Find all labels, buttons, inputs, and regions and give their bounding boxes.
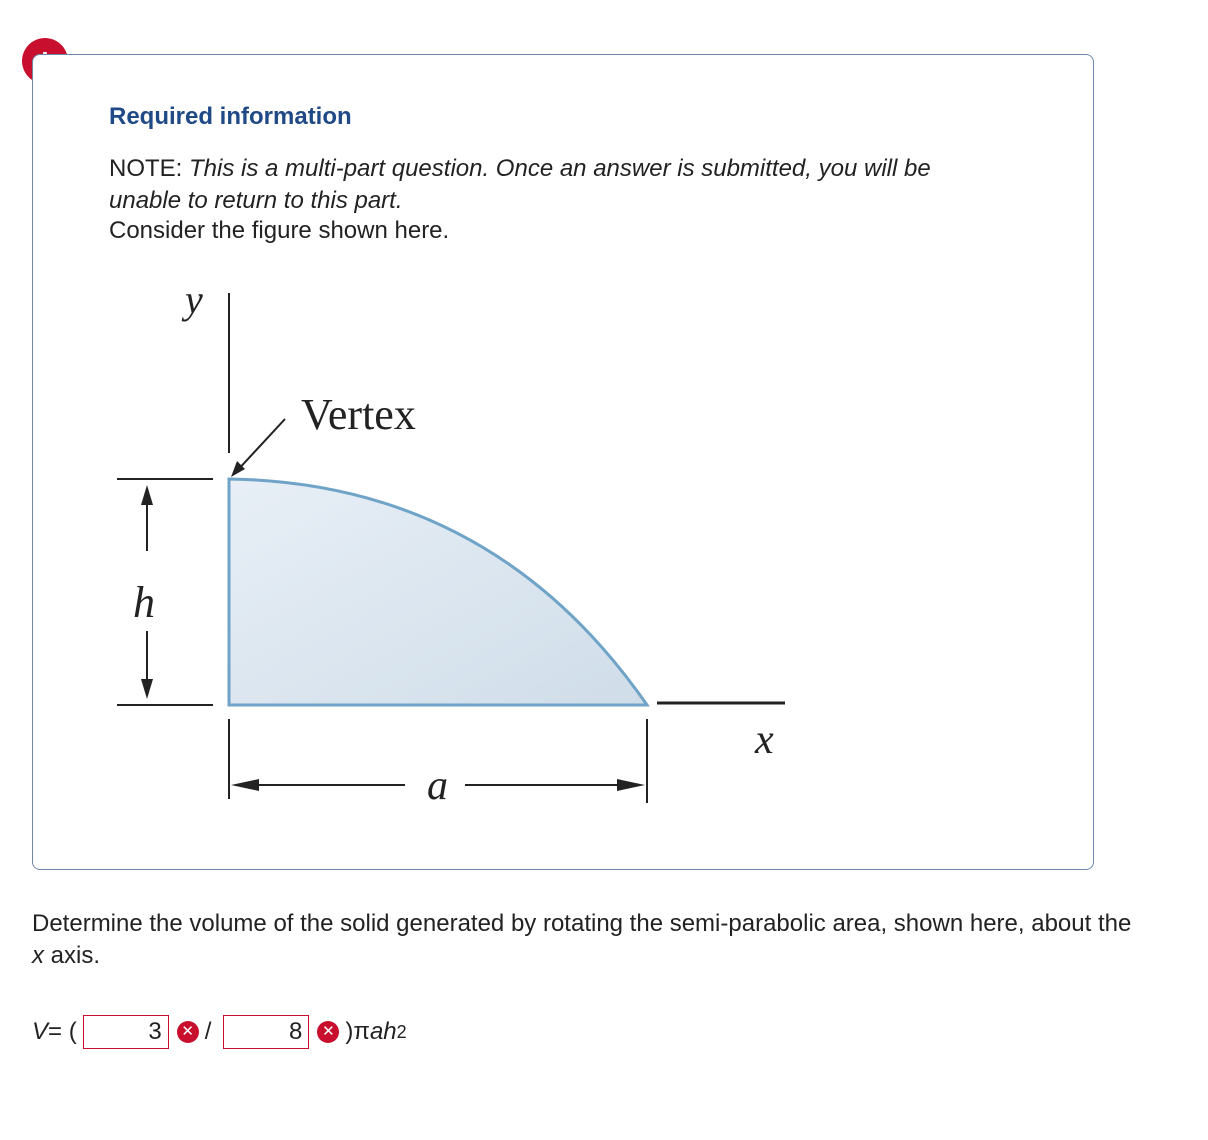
question-text: Determine the volume of the solid generated by rotating the semi-parabolic area, shown here, about the x axis. <box>32 910 1132 969</box>
a-arrowhead-left <box>231 779 259 791</box>
volume-variable: V <box>32 1018 49 1045</box>
note-label: NOTE: <box>109 155 183 182</box>
vertex-pointer <box>235 419 285 473</box>
vertex-label: Vertex <box>301 390 416 439</box>
x-axis-label: x <box>755 717 774 763</box>
a-variable: a <box>369 1018 384 1045</box>
x-circle-icon: ✕ <box>317 1021 339 1043</box>
a-arrowhead-right <box>617 779 645 791</box>
y-axis-label: y <box>185 277 203 322</box>
denominator-input[interactable] <box>223 1015 309 1049</box>
consider-text: Consider the figure shown here. <box>109 217 450 244</box>
semi-parabolic-region <box>229 479 647 705</box>
h-variable: h <box>383 1018 397 1045</box>
pi-symbol: π <box>353 1018 370 1045</box>
h-arrowhead-down <box>141 679 153 699</box>
required-info-card <box>32 54 1094 870</box>
numerator-input[interactable] <box>83 1015 169 1049</box>
note-body: This is a multi-part question. Once an answer is submitted, you will be unable to return to this part. <box>109 155 931 214</box>
h-label: h <box>133 578 155 627</box>
required-info-title: Required information <box>109 103 352 130</box>
h-arrowhead-up <box>141 485 153 505</box>
answer-row <box>32 1012 407 1052</box>
semi-parabola-figure <box>33 55 1093 869</box>
close-paren: ) <box>345 1018 354 1045</box>
x-circle-icon: ✕ <box>177 1021 199 1043</box>
a-label: a <box>427 763 448 809</box>
exponent: 2 <box>396 1021 407 1042</box>
equals-open-paren: = ( <box>48 1018 77 1045</box>
fraction-slash: / <box>204 1018 212 1045</box>
